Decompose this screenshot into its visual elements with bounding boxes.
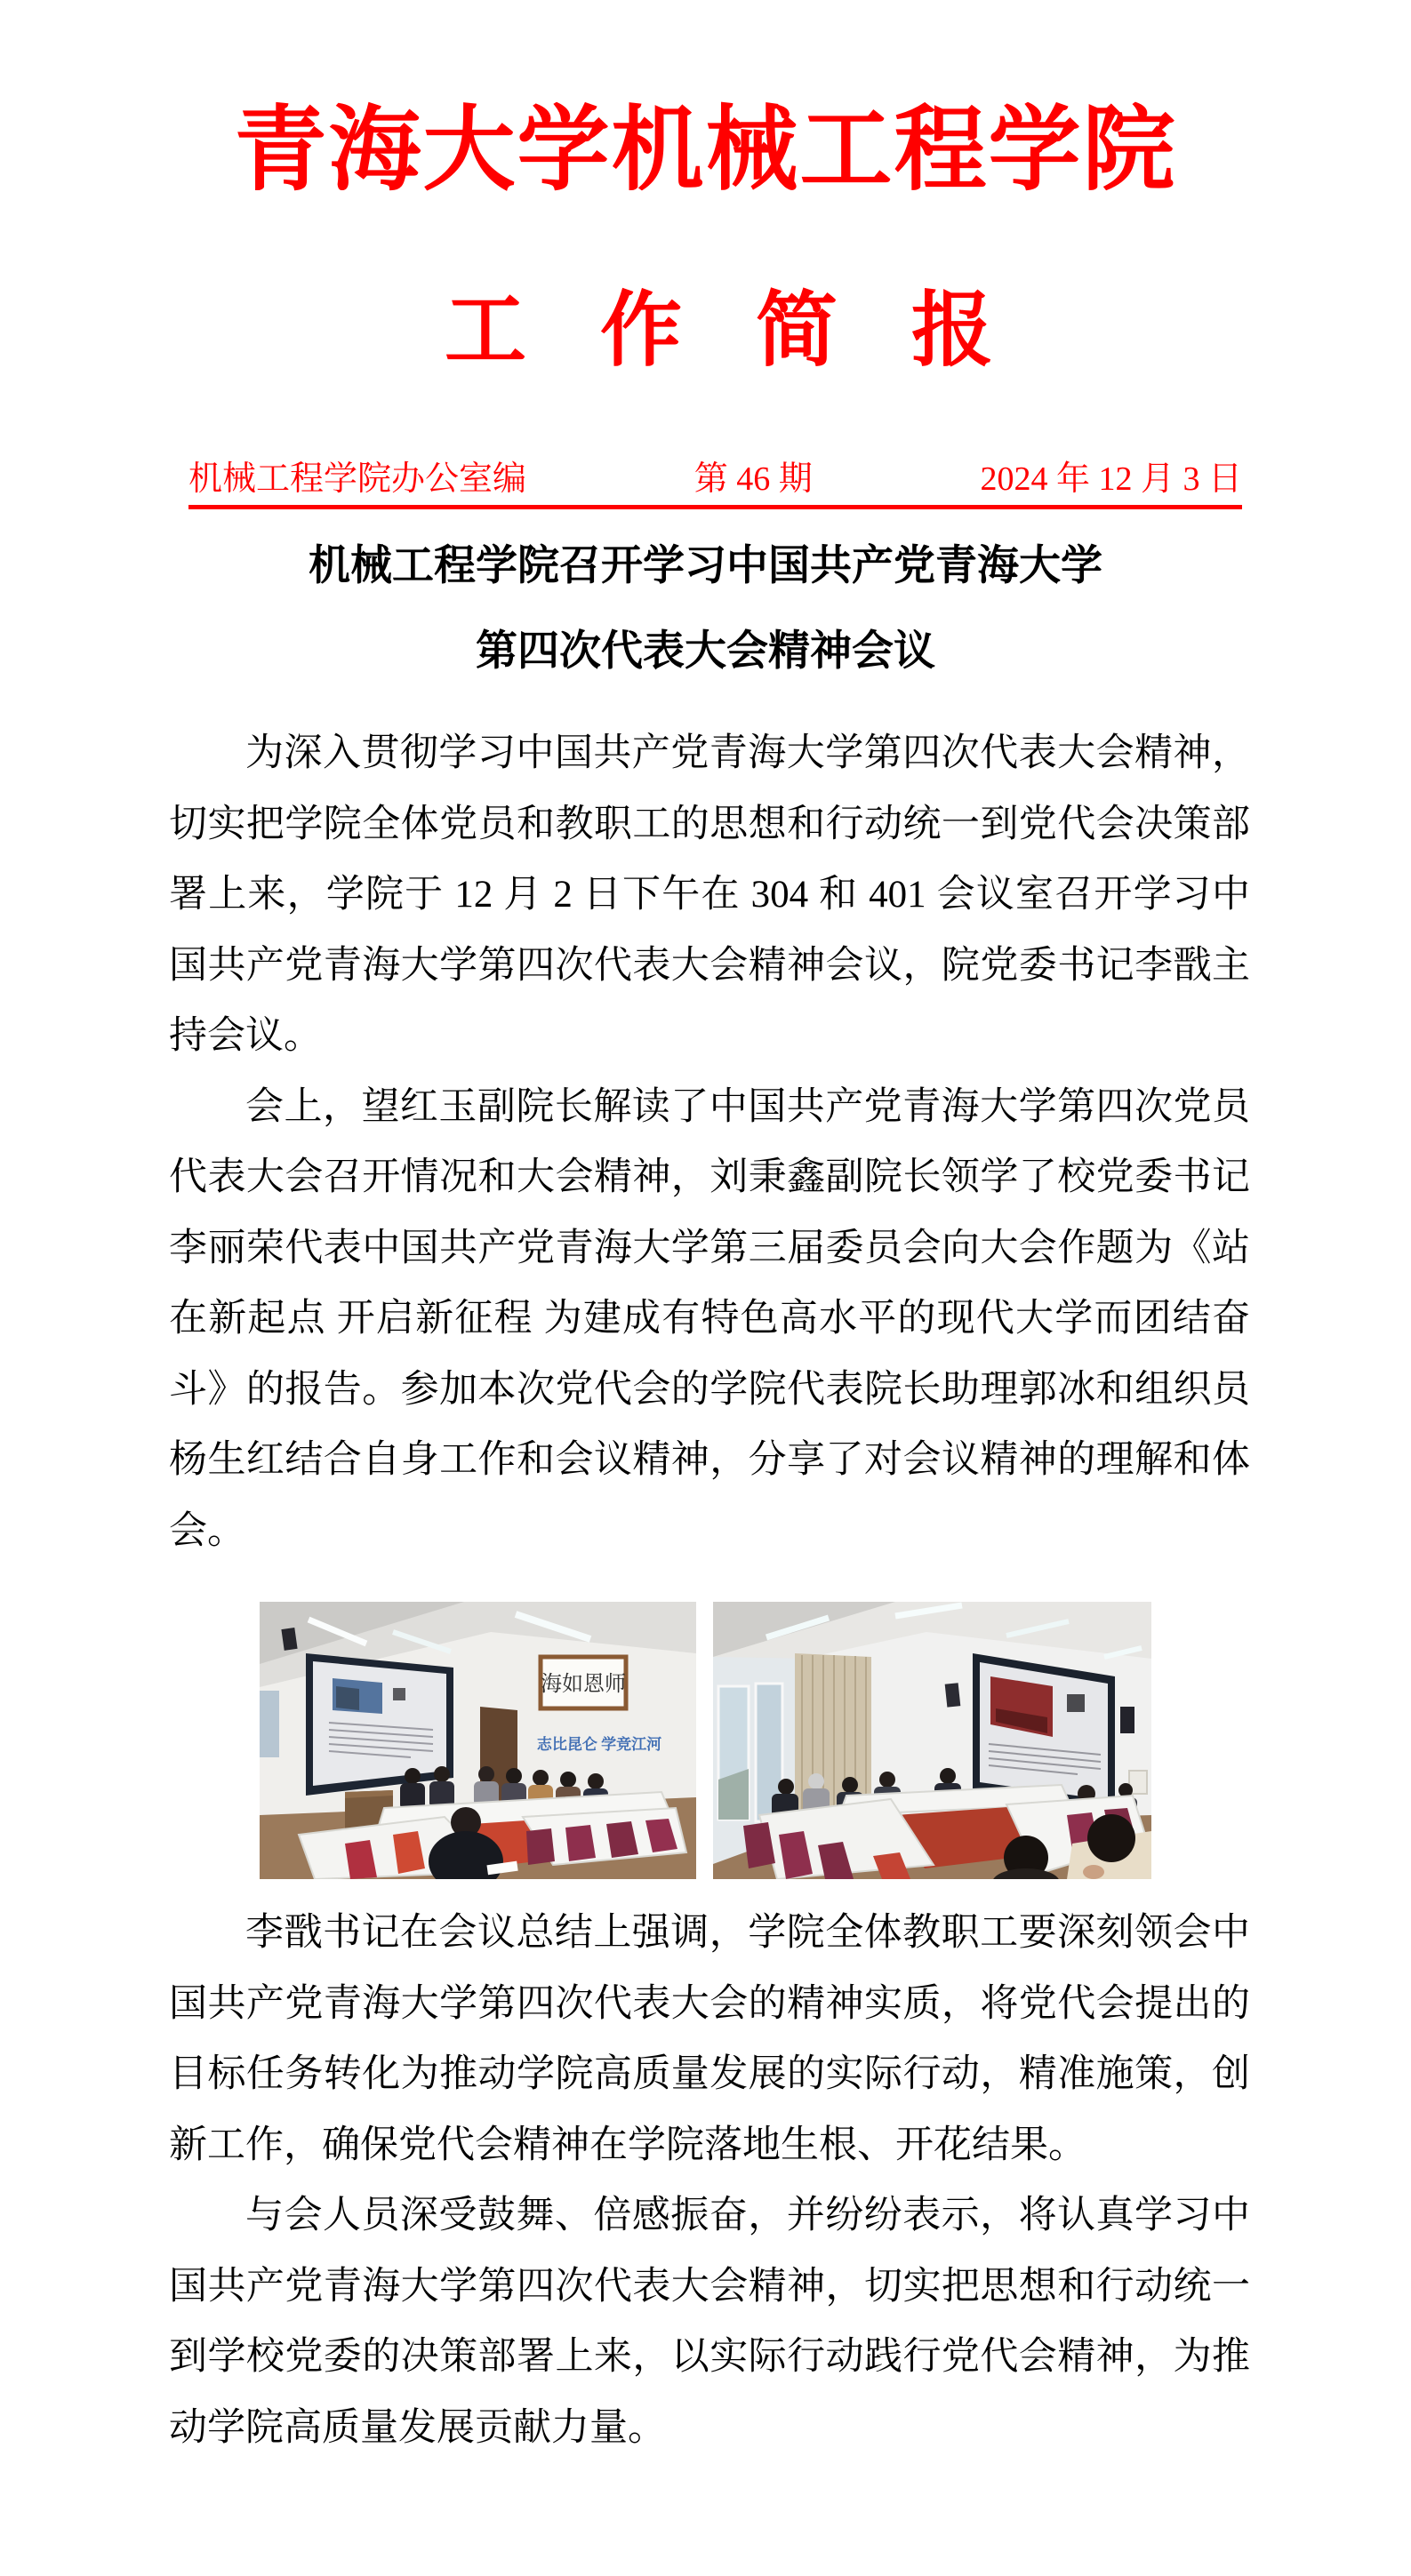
masthead-info-row bbox=[188, 450, 1242, 509]
wall-speaker-right bbox=[1120, 1707, 1134, 1733]
paragraph-4: 与会人员深受鼓舞、倍感振奋，并纷纷表示，将认真学习中国共产党青海大学第四次代表大会精神，切实把思想和行动统一到学校党委的决策部署上来，以实际行动践行党代会精神，为推动学院高质量发展贡献力量。 bbox=[169, 2195, 1250, 2449]
masthead-editor: 机械工程学院办公室编 bbox=[188, 460, 527, 498]
projection-screen bbox=[306, 1653, 453, 1796]
paragraph-1: 为深入贯彻学习中国共产党青海大学第四次代表大会精神，切实把学院全体党员和教职工的思想和行动统一到党代会决策部署上来，学院于 12 月 2 日下午在 304 和 401 会议室召开学习中国共产党青海大学第四次代表大会精神会议，院党委书记李戬主持会议。 bbox=[169, 732, 1250, 1057]
masthead-issue-number: 第 46 期 bbox=[693, 460, 813, 498]
photo-row bbox=[260, 1602, 1250, 1879]
masthead-date: 2024 年 12 月 3 日 bbox=[980, 460, 1242, 498]
bulletin-title: 工 作 简 报 bbox=[444, 285, 1020, 376]
article-heading bbox=[0, 523, 1411, 693]
wall-plaque-text: 海如恩师 bbox=[541, 1673, 626, 1696]
projection-screen bbox=[973, 1653, 1115, 1808]
paragraph-2: 会上，望红玉副院长解读了中国共产党青海大学第四次党员代表大会召开情况和大会精神，刘秉鑫副院长领学了校党委书记李丽荣代表中国共产党青海大学第三届委员会向大会作题为《站在新起点 开启新征程 为建成有特色高水平的现代大学而团结奋斗》的报告。参加本次党代会的学院代表院长助理郭冰和组织员杨生红结合自身工作和会议精神，分享了对会议精神的理解和体会。 bbox=[169, 1085, 1250, 1552]
article-heading-line2: 第四次代表大会精神会议 bbox=[476, 627, 935, 674]
wall-speaker-left bbox=[945, 1683, 961, 1707]
side-window bbox=[260, 1691, 279, 1757]
article-heading-line1: 机械工程学院召开学习中国共产党青海大学 bbox=[309, 541, 1102, 588]
meeting-photo-right bbox=[713, 1602, 1151, 1879]
meeting-photo-left bbox=[260, 1602, 696, 1879]
article-body bbox=[169, 718, 1250, 2463]
paragraph-3: 李戬书记在会议总结上强调，学院全体教职工要深刻领会中国共产党青海大学第四次代表大会的精神实质，将党代会提出的目标任务转化为推动学院高质量发展的实际行动，精准施策，创新工作，确保党代会精神在学院落地生根、开花结果。 bbox=[169, 1912, 1250, 2166]
org-title: 青海大学机械工程学院 bbox=[234, 100, 1177, 202]
wall-plaque bbox=[541, 1657, 626, 1708]
wall-motto-text: 志比昆仑 学竞江河 bbox=[536, 1736, 662, 1753]
